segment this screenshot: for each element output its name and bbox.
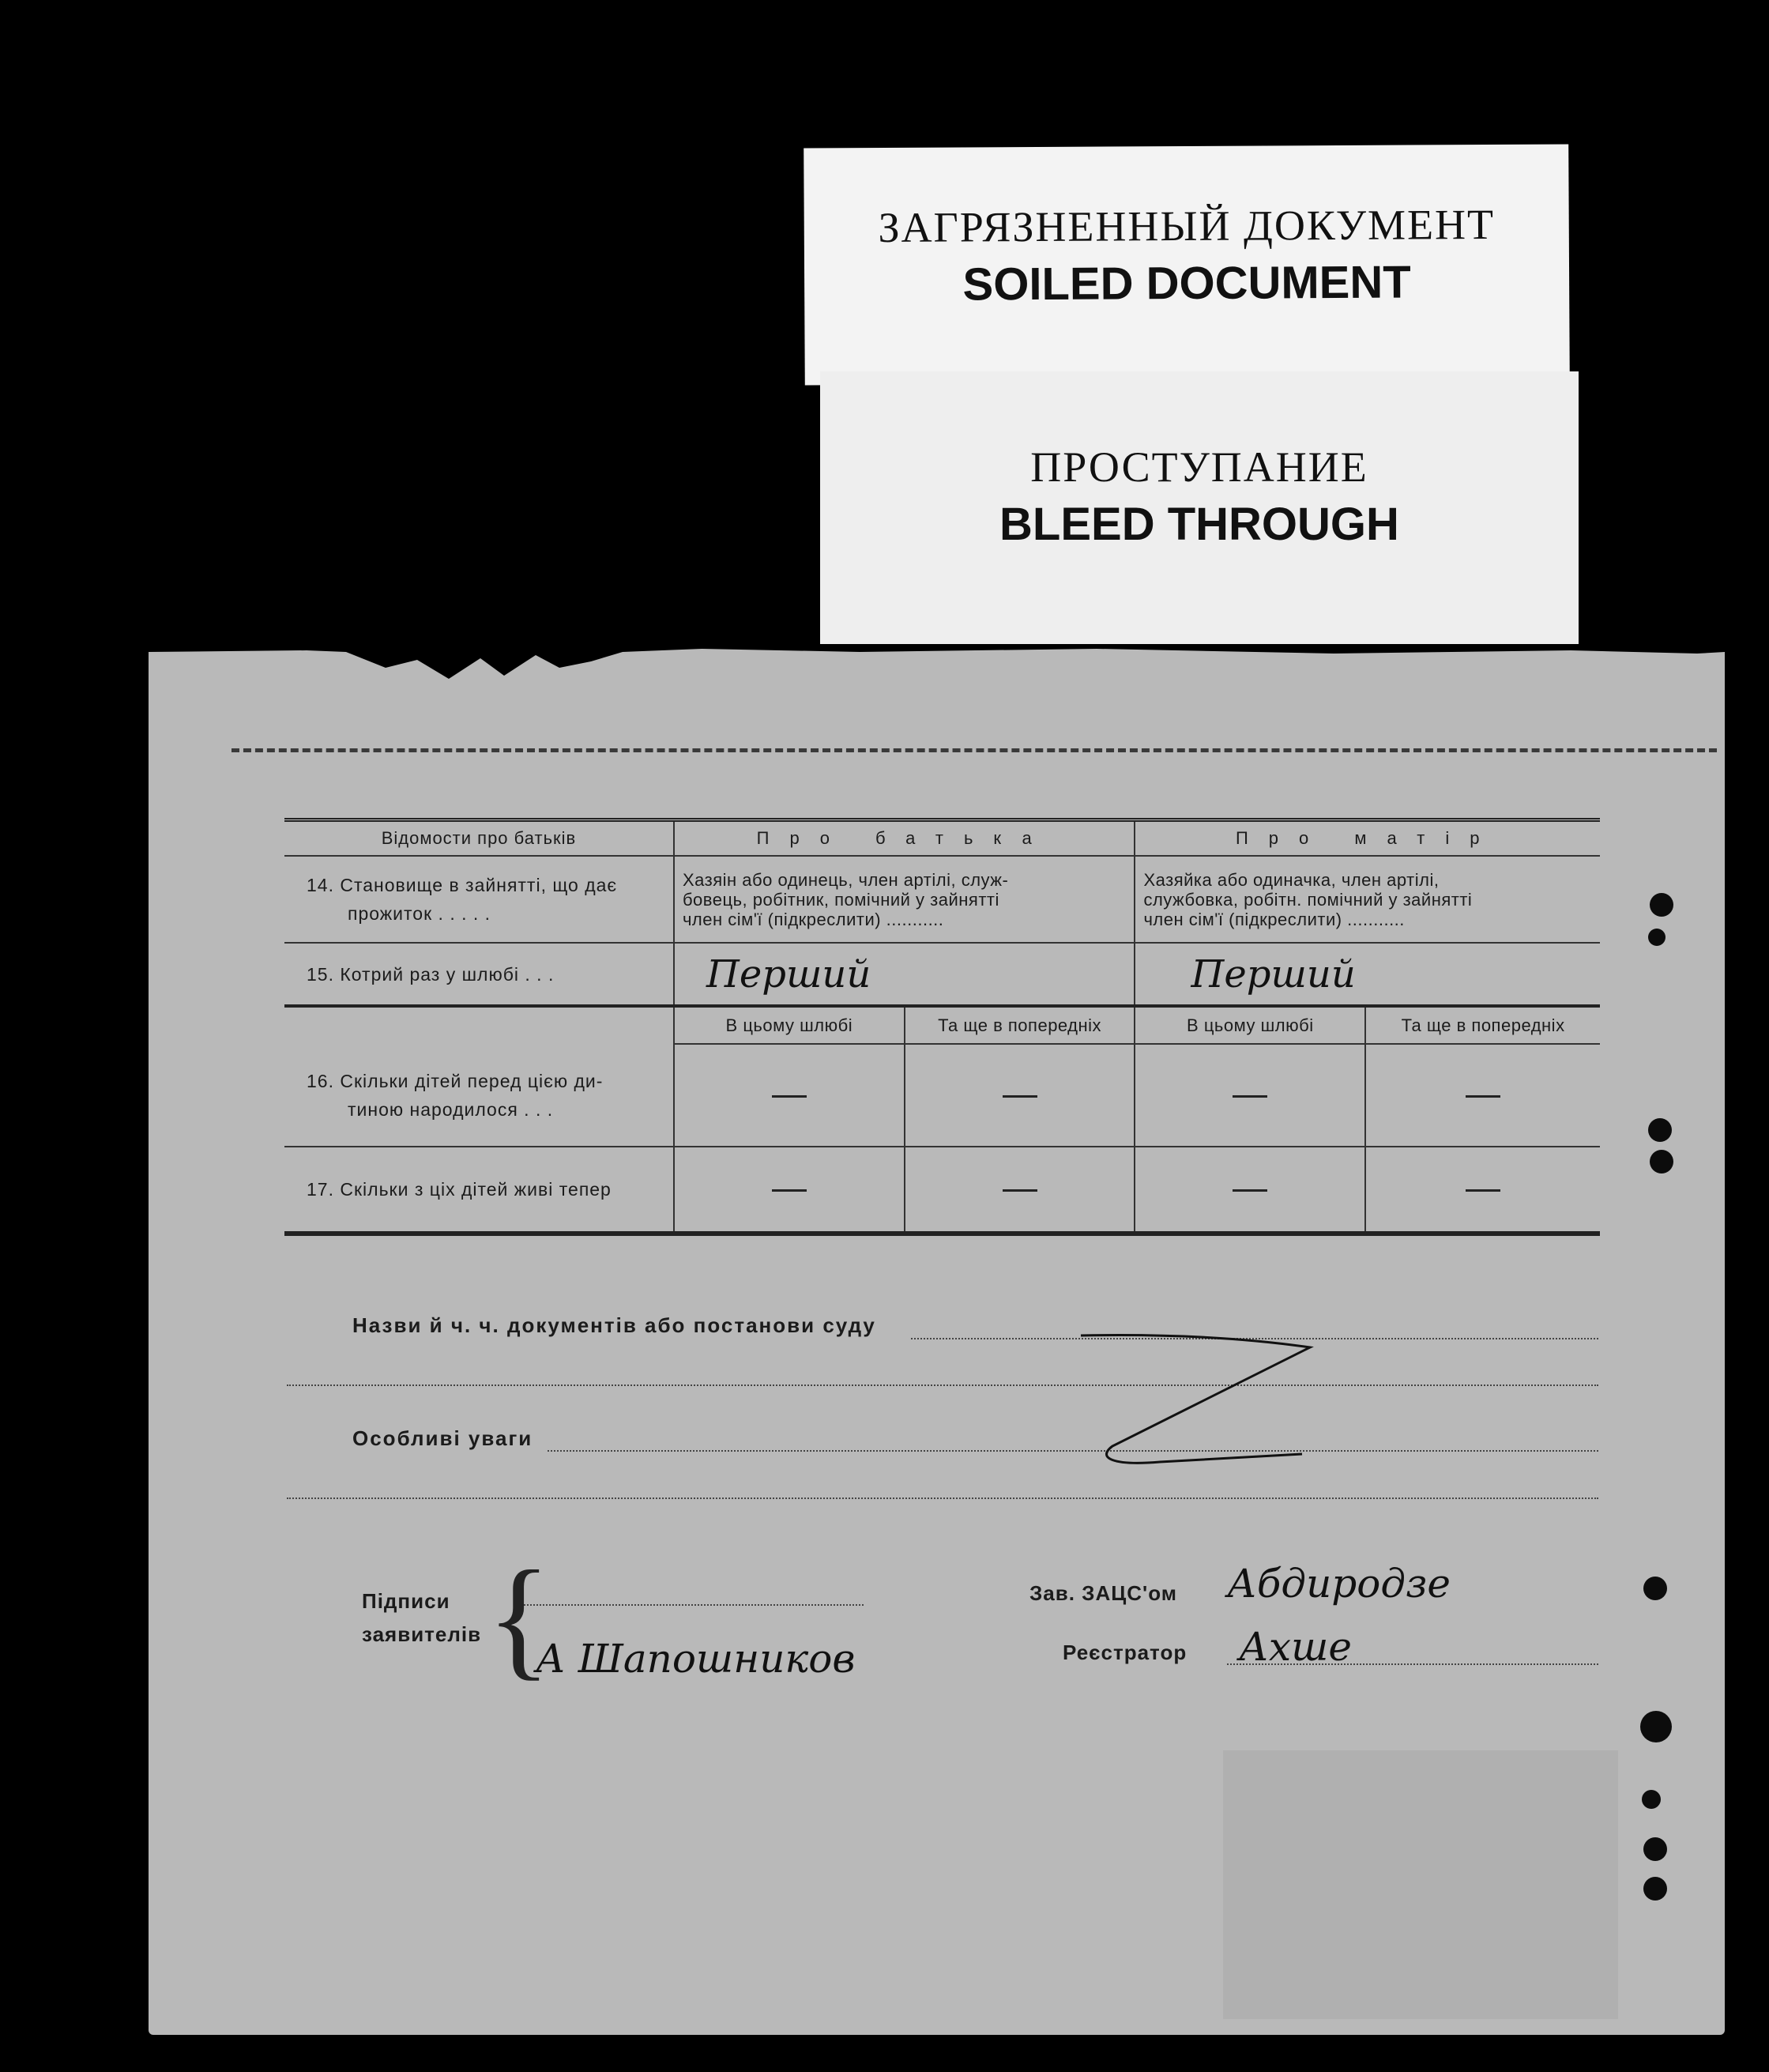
- q15-father-handwritten: Перший: [706, 951, 871, 996]
- documents-dotted-line-2: [287, 1384, 1598, 1386]
- bleed-through-shadow: [1223, 1750, 1618, 2019]
- subhead-mother-prev: Та ще в попередніх: [1365, 1006, 1600, 1044]
- q14-father-line1: Хазяін або одинець, член артілі, служ-: [682, 869, 1009, 890]
- registrar-dotted-line: [1227, 1663, 1598, 1665]
- dash-mark: [1233, 1095, 1267, 1098]
- binding-hole: [1648, 1118, 1672, 1142]
- q17-label: 17. Скільки з ціх дітей живі тепер: [307, 1179, 612, 1200]
- dash-mark: [1233, 1189, 1267, 1192]
- header-father: Про батька: [674, 820, 1135, 857]
- table-row-15: [284, 943, 1600, 1006]
- registrar-label: Реєстратор: [1063, 1641, 1187, 1664]
- head-zags-label: Зав. ЗАЦС'ом: [1029, 1581, 1177, 1605]
- applicant-signature: А Шапошников: [536, 1636, 856, 1682]
- q14-mother-line1: Хазяйка або одиначка, член артілі,: [1143, 869, 1440, 890]
- dash-mark: [1003, 1189, 1037, 1192]
- applicants-label-line2: заявителів: [362, 1622, 482, 1646]
- binding-hole: [1640, 1711, 1672, 1742]
- subhead-father-this: В цьому шлюбі: [674, 1006, 905, 1044]
- dash-mark: [1003, 1095, 1037, 1098]
- q14-mother-line2: службовка, робітн. помічний у зайнятті: [1143, 889, 1473, 910]
- bleed-label-ru: ПРОСТУПАНИЕ: [1030, 443, 1368, 491]
- parents-info-table: [284, 818, 1600, 1236]
- head-signature: Абдиродзе: [1227, 1561, 1451, 1607]
- applicants-signature-label: [362, 1584, 481, 1651]
- q15-label: 15. Котрий раз у шлюбі . . .: [307, 963, 555, 985]
- binding-hole: [1650, 1150, 1673, 1174]
- binding-hole: [1643, 1877, 1667, 1901]
- q16-label-line1: 16. Скільки дітей перед цією ди-: [307, 1070, 604, 1091]
- binding-hole: [1648, 929, 1665, 946]
- dash-mark: [1466, 1095, 1500, 1098]
- table-row-14: [284, 856, 1600, 943]
- bleed-through-label: [820, 371, 1579, 648]
- bleed-label-en: BLEED THROUGH: [999, 499, 1399, 550]
- q14-label-line1: 14. Становище в зайнятті, що дає: [307, 875, 618, 895]
- subhead-father-prev: Та ще в попередніх: [905, 1006, 1135, 1044]
- binding-hole: [1642, 1790, 1661, 1809]
- documents-label: Назви й ч. ч. документів або постанови суду: [352, 1313, 876, 1337]
- soiled-document-label: [804, 144, 1570, 385]
- strike-through-z-mark: [1065, 1320, 1326, 1470]
- applicant-sig-line-1: [524, 1604, 864, 1606]
- registrar-signature: Ахше: [1239, 1624, 1353, 1670]
- header-parents-info: Відомости про батьків: [284, 820, 674, 857]
- q14-mother-line3: член сім'ї (підкреслити) ...........: [1143, 909, 1405, 929]
- notes-dotted-line-2: [287, 1497, 1598, 1499]
- table-row-16: [284, 1044, 1600, 1147]
- applicants-label-line1: Підписи: [362, 1589, 450, 1613]
- perforation-dash-line: [231, 748, 1717, 752]
- header-mother: Про матір: [1135, 820, 1600, 857]
- table-header-row: [284, 820, 1600, 857]
- dash-mark: [772, 1095, 807, 1098]
- binding-hole: [1650, 893, 1673, 917]
- q14-label-line2: прожиток . . . . .: [348, 903, 491, 924]
- binding-hole: [1643, 1837, 1667, 1861]
- torn-top-edge: [149, 644, 1725, 707]
- binding-hole: [1643, 1577, 1667, 1600]
- subhead-mother-this: В цьому шлюбі: [1135, 1006, 1365, 1044]
- document-sheet: [149, 644, 1725, 2035]
- q15-mother-handwritten: Перший: [1191, 951, 1356, 996]
- q14-father-line3: член сім'ї (підкреслити) ...........: [682, 909, 944, 929]
- table-row-17: [284, 1147, 1600, 1234]
- q14-father-line2: бовець, робітник, помічний у зайнятті: [682, 889, 999, 910]
- soiled-label-ru: ЗАГРЯЗНЕННЫЙ ДОКУМЕНТ: [878, 200, 1496, 252]
- brace-mark: {: [487, 1543, 551, 1692]
- soiled-label-en: SOILED DOCUMENT: [962, 256, 1411, 311]
- notes-label: Особливі уваги: [352, 1426, 533, 1450]
- dash-mark: [772, 1189, 807, 1192]
- dash-mark: [1466, 1189, 1500, 1192]
- q16-label-line2: тиною народилося . . .: [348, 1098, 554, 1120]
- table-subheader-row: [284, 1006, 1600, 1044]
